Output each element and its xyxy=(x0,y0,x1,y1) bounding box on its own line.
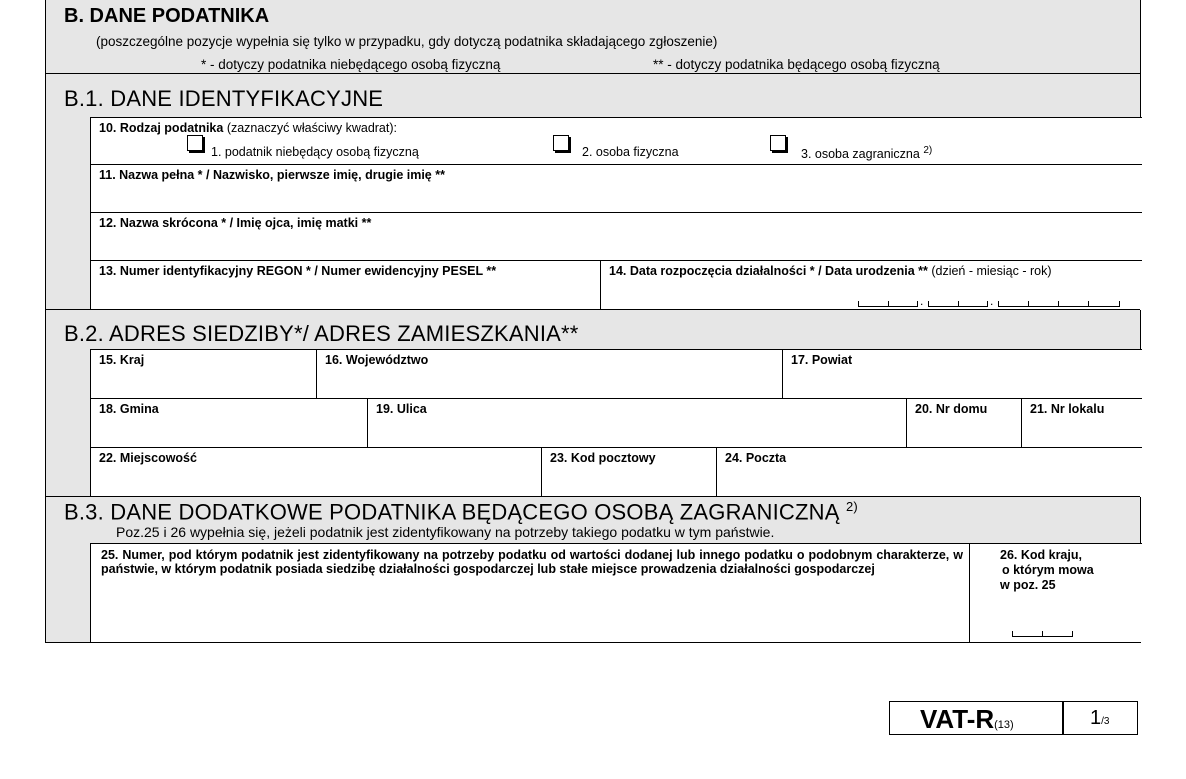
taxpayer-data-form xyxy=(45,0,1141,643)
section-b3-strip xyxy=(46,544,90,642)
field-26-label: 26. Kod kraju, o którym mowa w poz. 25 xyxy=(1000,548,1094,592)
field-25-label: 25. Numer, pod którym podatnik jest zidentyfikowany na potrzeby podatku od wartości dodanej lub innego podatku o podobnym charakterze, w państwie, w którym podatnik posiada siedzibę działalności gospodarczej lub stałe miejsce prowadzenia działalności gospodarczej xyxy=(101,548,963,576)
field-11-label: 11. Nazwa pełna * / Nazwisko, pierwsze imię, drugie imię ** xyxy=(99,168,445,182)
section-b-title: B. DANE PODATNIKA xyxy=(64,5,270,27)
field-22-label: 22. Miejscowość xyxy=(99,451,197,465)
field-16-label: 16. Województwo xyxy=(325,353,429,367)
field-21-label: 21. Nr lokalu xyxy=(1030,402,1105,416)
field-14-date[interactable] xyxy=(600,260,1142,310)
field-19-street[interactable] xyxy=(367,398,908,448)
option-1-checkbox[interactable] xyxy=(187,135,203,151)
note-double-star: ** - dotyczy podatnika będącego osobą fizyczną xyxy=(653,57,940,72)
section-b2-header xyxy=(46,309,1140,351)
form-name: VAT-R(13) xyxy=(920,704,1014,734)
field-10-taxpayer-type xyxy=(90,117,1142,165)
field-12-label: 12. Nazwa skrócona * / Imię ojca, imię matki ** xyxy=(99,216,372,230)
form-identifier xyxy=(889,701,1138,735)
field-15-country[interactable] xyxy=(90,349,318,399)
field-15-label: 15. Kraj xyxy=(99,353,145,367)
section-b2-title: B.2. ADRES SIEDZIBY*/ ADRES ZAMIESZKANIA** xyxy=(64,321,579,346)
option-2-checkbox[interactable] xyxy=(553,135,569,151)
section-b-header xyxy=(46,0,1140,74)
date-year-ticks xyxy=(998,301,1120,307)
field-26-country-code[interactable] xyxy=(969,543,1142,642)
section-b3-title: B.3. DANE DODATKOWE PODATNIKA BĘDĄCEGO OSOBĄ ZAGRANICZNĄ $^{2)}$ xyxy=(64,499,858,525)
section-b1-strip xyxy=(46,119,90,309)
field-16-voivodeship[interactable] xyxy=(316,349,784,399)
field-14-label: 14. Data rozpoczęcia działalności * / Data urodzenia ** (dzień - miesiąc - rok) xyxy=(609,264,1052,278)
field-17-district[interactable] xyxy=(782,349,1142,399)
option-3-label: 3. osoba zagraniczna $^{2)}$ xyxy=(801,145,933,162)
field-22-locality[interactable] xyxy=(90,447,543,497)
date-separator: . xyxy=(990,294,994,308)
option-2-label: 2. osoba fizyczna xyxy=(582,145,679,159)
section-b1-title: B.1. DANE IDENTYFIKACYJNE xyxy=(64,86,384,111)
field-17-label: 17. Powiat xyxy=(791,353,853,367)
section-b3-subtitle: Poz.25 i 26 wypełnia się, jeżeli podatnik jest zidentyfikowany na potrzeby takiego podatku w tym państwie. xyxy=(116,524,775,540)
option-1-label: 1. podatnik niebędący osobą fizyczną xyxy=(211,145,419,159)
field-13-label: 13. Numer identyfikacyjny REGON * / Numer ewidencyjny PESEL ** xyxy=(99,264,497,278)
date-month-ticks xyxy=(928,301,988,307)
field-18-commune[interactable] xyxy=(90,398,369,448)
field-24-label: 24. Poczta xyxy=(725,451,787,465)
field-23-postal-code[interactable] xyxy=(541,447,718,497)
country-code-ticks xyxy=(1012,631,1073,637)
section-b1-header xyxy=(46,74,1140,119)
date-day-ticks xyxy=(858,301,918,307)
section-b-subtitle: (poszczególne pozycje wypełnia się tylko w przypadku, gdy dotyczą podatnika składającego zgłoszenie) xyxy=(96,34,718,49)
field-25-foreign-vat-number[interactable] xyxy=(90,543,971,642)
field-12-short-name[interactable] xyxy=(90,212,1142,261)
note-star: * - dotyczy podatnika niebędącego osobą fizyczną xyxy=(201,57,501,72)
option-3-checkbox[interactable] xyxy=(770,135,786,151)
field-13-regon-pesel[interactable] xyxy=(90,260,602,310)
field-19-label: 19. Ulica xyxy=(376,402,427,416)
section-b2-strip xyxy=(46,351,90,496)
field-20-label: 20. Nr domu xyxy=(915,402,988,416)
form-identifier-divider xyxy=(1062,702,1064,734)
field-18-label: 18. Gmina xyxy=(99,402,159,416)
field-10-label: 10. Rodzaj podatnika (zaznaczyć właściwy kwadrat): xyxy=(99,121,397,135)
field-24-post-office[interactable] xyxy=(716,447,1142,497)
field-20-house-number[interactable] xyxy=(906,398,1023,448)
field-11-full-name[interactable] xyxy=(90,164,1142,213)
date-separator: . xyxy=(920,294,924,308)
field-23-label: 23. Kod pocztowy xyxy=(550,451,656,465)
page-number: 1/3 xyxy=(1090,707,1110,729)
field-21-apartment-number[interactable] xyxy=(1021,398,1142,448)
